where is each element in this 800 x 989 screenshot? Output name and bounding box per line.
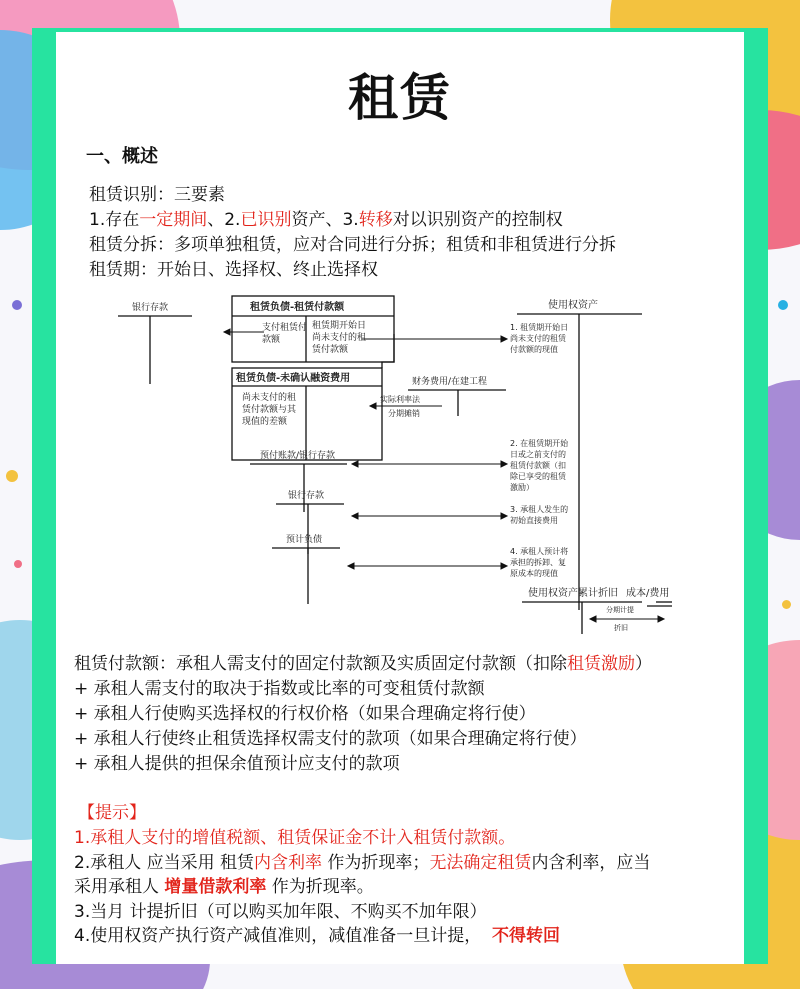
rou-4-b: 承担的拆卸、复: [510, 558, 566, 567]
rou-1-a: 1. 租赁期开始日: [510, 323, 569, 332]
unpaid-diff-2: 赁付款额与其: [242, 405, 297, 415]
paid-rent-1: 支付租赁付: [262, 323, 308, 333]
section-heading: 一、概述: [86, 146, 158, 167]
unpaid-diff-3: 现值的差额: [242, 417, 288, 427]
rou-1-c: 付款额的现值: [510, 345, 558, 354]
rou-2-e: 激励）: [510, 483, 534, 492]
unpaid-start-1: 租赁期开始日: [312, 321, 367, 331]
tip-2b: 采用承租人 增量借款利率 作为折现率。: [74, 877, 374, 897]
lease-liability-label: 租赁负债-租赁付款额: [250, 302, 345, 313]
rou-4-a: 4. 承租人预计将: [510, 547, 569, 556]
tip-3: 3.当月 计提折旧（可以购买加年限、不购买不加年限）: [74, 902, 487, 922]
page-title: 租赁: [348, 69, 452, 127]
rou-asset-label: 使用权资产: [548, 300, 598, 311]
rou-1-b: 尚未支付的租赁: [510, 334, 566, 343]
unpaid-start-3: 赁付款额: [312, 345, 349, 355]
payment-line-4: + 承租人行使终止租赁选择权需支付的款项（如果合理确定将行使）: [74, 729, 587, 749]
overview-line-4: 租赁期：开始日、选择权、终止选择权: [89, 260, 378, 280]
overview-line-2: 1.存在一定期间、2.已识别资产、3.转移对以识别资产的控制权: [89, 210, 563, 230]
payment-line-5: + 承租人提供的担保余值预计应支付的款项: [74, 754, 400, 774]
cost-expense-label: 成本/费用: [626, 588, 670, 599]
unpaid-start-2: 尚未支付的租: [312, 333, 367, 343]
overview-line-3: 租赁分拆：多项单独租赁，应对合同进行分拆；租赁和非租赁进行分拆: [89, 235, 616, 255]
rou-2-a: 2. 在租赁期开始: [510, 439, 569, 448]
rou-3-a: 3. 承租人发生的: [510, 505, 569, 514]
paid-rent-2: 款额: [262, 335, 281, 345]
tip-4: 4.使用权资产执行资产减值准则，减值准备一旦计提， 不得转回: [74, 926, 561, 946]
tip-2a: 2.承租人 应当采用 租赁内含利率 作为折现率；无法确定租赁内含利率，应当: [74, 853, 651, 873]
effective-rate-1: 实际利率法: [380, 395, 420, 404]
rou-4-c: 原成本的现值: [510, 569, 558, 578]
tips-heading: 【提示】: [78, 803, 146, 823]
finance-cost-label: 财务费用/在建工程: [412, 377, 488, 387]
accounting-diagram: [112, 294, 672, 664]
prepaid-label: 预付账款/银行存款: [260, 451, 336, 461]
rou-3-b: 初始直接费用: [510, 516, 558, 525]
accum-dep-label: 使用权资产累计折旧: [528, 588, 618, 599]
rou-2-d: 除已享受的租赁: [510, 472, 566, 481]
unpaid-diff-1: 尚未支付的租: [242, 393, 297, 403]
effective-rate-2: 分期摊销: [388, 409, 420, 418]
payment-line-1: 租赁付款额：承租人需支付的固定付款额及实质固定付款额（扣除租赁激励）: [74, 654, 652, 674]
rou-2-c: 租赁付款额（扣: [510, 461, 566, 470]
payment-line-2: + 承租人需支付的取决于指数或比率的可变租赁付款额: [74, 679, 485, 699]
estimated-liability-label: 预计负债: [286, 535, 323, 545]
payment-line-3: + 承租人行使购买选择权的行权价格（如果合理确定将行使）: [74, 704, 536, 724]
dep-2: 折旧: [614, 624, 628, 632]
rou-2-b: 日或之前支付的: [510, 450, 566, 459]
tip-1: 1.承租人支付的增值税额、租赁保证金不计入租赁付款额。: [74, 828, 516, 848]
content-card: [56, 32, 744, 964]
unrecognized-finance-label: 租赁负债-未确认融资费用: [236, 373, 351, 384]
bank-deposit-2-label: 银行存款: [288, 491, 325, 501]
bank-deposit-label: 银行存款: [132, 303, 169, 313]
overview-line-1: 租赁识别：三要素: [89, 185, 225, 205]
dep-1: 分期计提: [606, 606, 634, 614]
